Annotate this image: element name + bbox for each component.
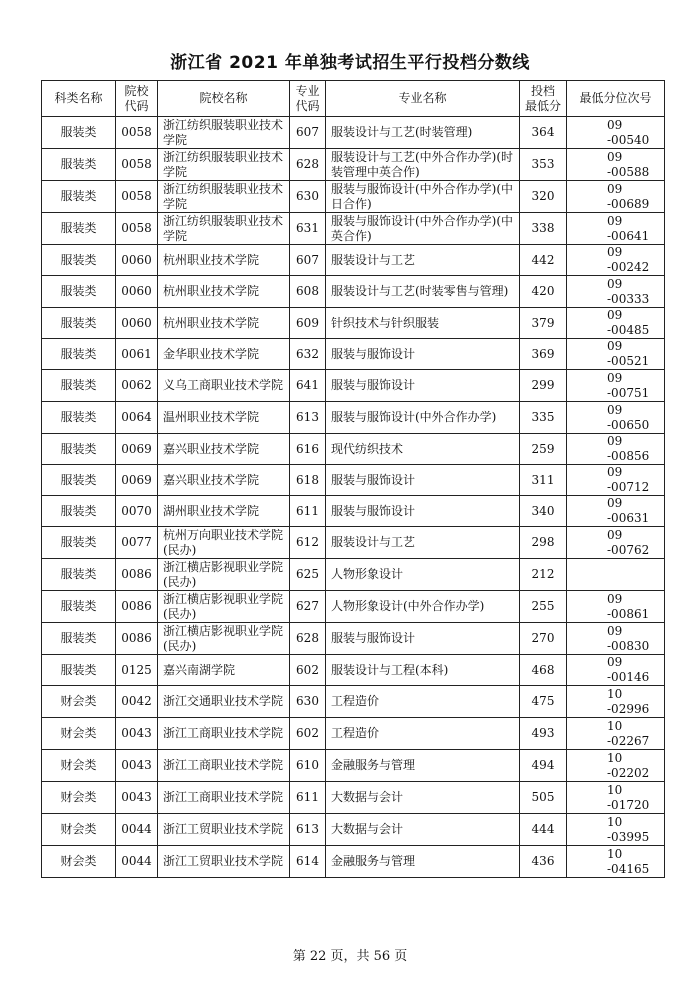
major-code-cell: 627 <box>290 591 326 623</box>
min-rank-cell: 09 -00521 <box>567 339 665 370</box>
major-name-cell: 工程造价 <box>326 686 520 718</box>
min-score-cell: 353 <box>520 149 567 181</box>
min-score-cell: 379 <box>520 308 567 339</box>
min-rank-cell: 09 -00242 <box>567 245 665 276</box>
major-name-cell: 服装与服饰设计 <box>326 465 520 496</box>
school-name-cell: 浙江横店影视职业学院(民办) <box>158 559 290 591</box>
school-name-cell: 杭州万向职业技术学院(民办) <box>158 527 290 559</box>
school-code-cell: 0058 <box>116 213 158 245</box>
major-code-cell: 611 <box>290 782 326 814</box>
min-rank-cell: 09 -00762 <box>567 527 665 559</box>
table-row <box>42 465 665 496</box>
min-score-cell: 369 <box>520 339 567 370</box>
school-name-cell: 浙江纺织服装职业技术学院 <box>158 181 290 213</box>
major-code-cell: 625 <box>290 559 326 591</box>
table-row <box>42 370 665 402</box>
school-name-cell: 义乌工商职业技术学院 <box>158 370 290 402</box>
category-cell: 服装类 <box>42 465 116 496</box>
major-name-cell: 服装设计与工程(本科) <box>326 655 520 686</box>
table-row <box>42 213 665 245</box>
table-row <box>42 496 665 527</box>
min-rank-cell: 09 -00146 <box>567 655 665 686</box>
school-name-cell: 浙江工商职业技术学院 <box>158 750 290 782</box>
school-code-cell: 0060 <box>116 308 158 339</box>
major-name-cell: 服装设计与工艺 <box>326 245 520 276</box>
min-rank-cell: 09 -00540 <box>567 117 665 149</box>
school-code-cell: 0077 <box>116 527 158 559</box>
major-name-cell: 金融服务与管理 <box>326 750 520 782</box>
school-name-cell: 嘉兴职业技术学院 <box>158 465 290 496</box>
min-score-cell: 320 <box>520 181 567 213</box>
min-score-cell: 468 <box>520 655 567 686</box>
header-major-code: 专业 代码 <box>290 81 326 117</box>
min-score-cell: 270 <box>520 623 567 655</box>
table-row <box>42 117 665 149</box>
major-code-cell: 611 <box>290 496 326 527</box>
major-name-cell: 服装与服饰设计(中外合作办学)(中日合作) <box>326 181 520 213</box>
school-name-cell: 浙江工贸职业技术学院 <box>158 846 290 878</box>
school-name-cell: 杭州职业技术学院 <box>158 276 290 308</box>
school-code-cell: 0060 <box>116 276 158 308</box>
school-name-cell: 杭州职业技术学院 <box>158 308 290 339</box>
table-body <box>42 117 665 878</box>
min-score-cell: 442 <box>520 245 567 276</box>
school-code-cell: 0043 <box>116 750 158 782</box>
category-cell: 服装类 <box>42 623 116 655</box>
category-cell: 服装类 <box>42 591 116 623</box>
category-cell: 财会类 <box>42 686 116 718</box>
school-code-cell: 0060 <box>116 245 158 276</box>
table-row <box>42 686 665 718</box>
min-rank-cell: 09 -00650 <box>567 402 665 434</box>
major-name-cell: 人物形象设计(中外合作办学) <box>326 591 520 623</box>
school-code-cell: 0042 <box>116 686 158 718</box>
school-code-cell: 0043 <box>116 782 158 814</box>
min-score-cell: 299 <box>520 370 567 402</box>
category-cell: 服装类 <box>42 181 116 213</box>
min-score-cell: 255 <box>520 591 567 623</box>
school-code-cell: 0086 <box>116 623 158 655</box>
school-name-cell: 金华职业技术学院 <box>158 339 290 370</box>
major-name-cell: 服装设计与工艺(中外合作办学)(时装管理中英合作) <box>326 149 520 181</box>
min-score-cell: 298 <box>520 527 567 559</box>
major-name-cell: 服装设计与工艺(时装零售与管理) <box>326 276 520 308</box>
min-score-cell: 436 <box>520 846 567 878</box>
header-school-code: 院校 代码 <box>116 81 158 117</box>
min-score-cell: 444 <box>520 814 567 846</box>
table-row <box>42 782 665 814</box>
major-name-cell: 服装设计与工艺(时装管理) <box>326 117 520 149</box>
school-code-cell: 0044 <box>116 846 158 878</box>
category-cell: 服装类 <box>42 276 116 308</box>
major-name-cell: 服装与服饰设计(中外合作办学) <box>326 402 520 434</box>
school-code-cell: 0069 <box>116 465 158 496</box>
min-rank-cell: 09 -00588 <box>567 149 665 181</box>
school-name-cell: 杭州职业技术学院 <box>158 245 290 276</box>
table-row <box>42 655 665 686</box>
school-name-cell: 浙江纺织服装职业技术学院 <box>158 117 290 149</box>
school-name-cell: 浙江横店影视职业学院(民办) <box>158 591 290 623</box>
table-row <box>42 750 665 782</box>
min-score-cell: 335 <box>520 402 567 434</box>
category-cell: 服装类 <box>42 434 116 465</box>
admission-score-table <box>41 80 665 878</box>
min-rank-cell: 10 -02202 <box>567 750 665 782</box>
major-name-cell: 服装与服饰设计 <box>326 339 520 370</box>
major-code-cell: 608 <box>290 276 326 308</box>
min-rank-cell: 10 -02996 <box>567 686 665 718</box>
category-cell: 服装类 <box>42 308 116 339</box>
major-code-cell: 612 <box>290 527 326 559</box>
table-row <box>42 591 665 623</box>
category-cell: 财会类 <box>42 846 116 878</box>
min-rank-cell: 10 -01720 <box>567 782 665 814</box>
min-score-cell: 420 <box>520 276 567 308</box>
min-score-cell: 493 <box>520 718 567 750</box>
table-row <box>42 814 665 846</box>
major-code-cell: 641 <box>290 370 326 402</box>
table-row <box>42 559 665 591</box>
school-code-cell: 0086 <box>116 559 158 591</box>
category-cell: 服装类 <box>42 339 116 370</box>
school-name-cell: 嘉兴南湖学院 <box>158 655 290 686</box>
major-code-cell: 613 <box>290 402 326 434</box>
category-cell: 服装类 <box>42 370 116 402</box>
category-cell: 财会类 <box>42 814 116 846</box>
school-name-cell: 浙江工商职业技术学院 <box>158 782 290 814</box>
min-rank-cell: 09 -00485 <box>567 308 665 339</box>
major-code-cell: 610 <box>290 750 326 782</box>
school-code-cell: 0043 <box>116 718 158 750</box>
school-code-cell: 0058 <box>116 117 158 149</box>
school-code-cell: 0064 <box>116 402 158 434</box>
table-row <box>42 402 665 434</box>
major-name-cell: 大数据与会计 <box>326 814 520 846</box>
table-row <box>42 846 665 878</box>
table-row <box>42 149 665 181</box>
major-name-cell: 大数据与会计 <box>326 782 520 814</box>
table-row <box>42 339 665 370</box>
min-rank-cell: 09 -00333 <box>567 276 665 308</box>
major-name-cell: 服装与服饰设计 <box>326 496 520 527</box>
category-cell: 财会类 <box>42 718 116 750</box>
major-code-cell: 607 <box>290 245 326 276</box>
min-rank-cell: 09 -00751 <box>567 370 665 402</box>
major-name-cell: 工程造价 <box>326 718 520 750</box>
major-code-cell: 632 <box>290 339 326 370</box>
min-rank-cell: 09 -00830 <box>567 623 665 655</box>
major-code-cell: 630 <box>290 181 326 213</box>
school-name-cell: 浙江工贸职业技术学院 <box>158 814 290 846</box>
min-rank-cell: 09 -00861 <box>567 591 665 623</box>
school-name-cell: 浙江工商职业技术学院 <box>158 718 290 750</box>
category-cell: 服装类 <box>42 213 116 245</box>
school-code-cell: 0044 <box>116 814 158 846</box>
min-score-cell: 364 <box>520 117 567 149</box>
category-cell: 服装类 <box>42 655 116 686</box>
school-code-cell: 0070 <box>116 496 158 527</box>
major-code-cell: 613 <box>290 814 326 846</box>
major-code-cell: 609 <box>290 308 326 339</box>
category-cell: 财会类 <box>42 750 116 782</box>
min-rank-cell: 09 -00689 <box>567 181 665 213</box>
school-code-cell: 0062 <box>116 370 158 402</box>
major-name-cell: 服装与服饰设计 <box>326 370 520 402</box>
table-row <box>42 527 665 559</box>
major-code-cell: 602 <box>290 718 326 750</box>
page-title: 浙江省 2021 年单独考试招生平行投档分数线 <box>170 53 530 73</box>
school-code-cell: 0086 <box>116 591 158 623</box>
major-code-cell: 616 <box>290 434 326 465</box>
header-category: 科类名称 <box>42 81 116 117</box>
min-score-cell: 259 <box>520 434 567 465</box>
min-score-cell: 475 <box>520 686 567 718</box>
table-row <box>42 434 665 465</box>
school-name-cell: 浙江横店影视职业学院(民办) <box>158 623 290 655</box>
min-score-cell: 212 <box>520 559 567 591</box>
table-row <box>42 245 665 276</box>
min-score-cell: 311 <box>520 465 567 496</box>
school-name-cell: 浙江交通职业技术学院 <box>158 686 290 718</box>
school-name-cell: 嘉兴职业技术学院 <box>158 434 290 465</box>
table-row <box>42 718 665 750</box>
min-score-cell: 494 <box>520 750 567 782</box>
table-row <box>42 308 665 339</box>
major-code-cell: 607 <box>290 117 326 149</box>
major-code-cell: 631 <box>290 213 326 245</box>
major-name-cell: 现代纺织技术 <box>326 434 520 465</box>
category-cell: 财会类 <box>42 782 116 814</box>
school-code-cell: 0125 <box>116 655 158 686</box>
min-rank-cell: 09 -00631 <box>567 496 665 527</box>
min-rank-cell: 09 -00712 <box>567 465 665 496</box>
major-code-cell: 628 <box>290 149 326 181</box>
min-score-cell: 340 <box>520 496 567 527</box>
school-name-cell: 浙江纺织服装职业技术学院 <box>158 213 290 245</box>
page-number: 第 22 页，共 56 页 <box>292 949 408 964</box>
header-min-score: 投档 最低分 <box>520 81 567 117</box>
header-school-name: 院校名称 <box>158 81 290 117</box>
category-cell: 服装类 <box>42 245 116 276</box>
header-major-name: 专业名称 <box>326 81 520 117</box>
major-code-cell: 630 <box>290 686 326 718</box>
min-score-cell: 338 <box>520 213 567 245</box>
major-name-cell: 针织技术与针织服装 <box>326 308 520 339</box>
min-rank-cell: 10 -02267 <box>567 718 665 750</box>
min-rank-cell: 10 -04165 <box>567 846 665 878</box>
major-code-cell: 618 <box>290 465 326 496</box>
table-row <box>42 623 665 655</box>
min-rank-cell: 09 -00856 <box>567 434 665 465</box>
major-code-cell: 602 <box>290 655 326 686</box>
school-name-cell: 浙江纺织服装职业技术学院 <box>158 149 290 181</box>
category-cell: 服装类 <box>42 149 116 181</box>
category-cell: 服装类 <box>42 117 116 149</box>
category-cell: 服装类 <box>42 496 116 527</box>
school-name-cell: 湖州职业技术学院 <box>158 496 290 527</box>
major-name-cell: 服装与服饰设计 <box>326 623 520 655</box>
category-cell: 服装类 <box>42 559 116 591</box>
min-rank-cell: 10 -03995 <box>567 814 665 846</box>
major-name-cell: 金融服务与管理 <box>326 846 520 878</box>
school-code-cell: 0061 <box>116 339 158 370</box>
min-rank-cell <box>567 559 665 591</box>
major-name-cell: 人物形象设计 <box>326 559 520 591</box>
category-cell: 服装类 <box>42 402 116 434</box>
school-code-cell: 0069 <box>116 434 158 465</box>
min-score-cell: 505 <box>520 782 567 814</box>
school-code-cell: 0058 <box>116 149 158 181</box>
major-code-cell: 614 <box>290 846 326 878</box>
table-row <box>42 181 665 213</box>
table-row <box>42 276 665 308</box>
category-cell: 服装类 <box>42 527 116 559</box>
header-min-rank: 最低分位次号 <box>567 81 665 117</box>
school-name-cell: 温州职业技术学院 <box>158 402 290 434</box>
major-name-cell: 服装与服饰设计(中外合作办学)(中英合作) <box>326 213 520 245</box>
school-code-cell: 0058 <box>116 181 158 213</box>
major-name-cell: 服装设计与工艺 <box>326 527 520 559</box>
table-header-row <box>42 81 665 117</box>
major-code-cell: 628 <box>290 623 326 655</box>
min-rank-cell: 09 -00641 <box>567 213 665 245</box>
